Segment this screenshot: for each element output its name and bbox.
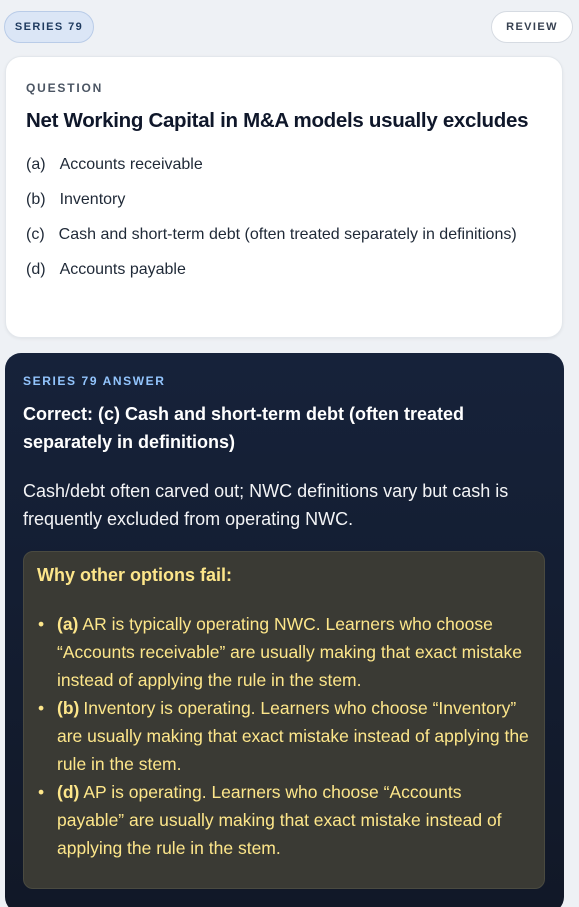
option-text: Cash and short-term debt (often treated separately in definitions): [58, 226, 517, 243]
fail-item-text: AR is typically operating NWC. Learners who choose “Accounts receivable” are usually making that exact mistake instead of applying the rule in the stem.: [57, 614, 522, 690]
why-fail-list: [38, 610, 532, 862]
question-card: [5, 56, 563, 338]
fail-item-tag: (b): [57, 698, 80, 718]
why-fail-box: [23, 551, 545, 889]
review-button[interactable]: REVIEW: [491, 11, 573, 43]
option-c[interactable]: [26, 223, 546, 247]
option-letter: (a): [26, 156, 46, 173]
options-list: [26, 153, 546, 293]
why-fail-heading: Why other options fail:: [37, 565, 232, 585]
answer-title: Correct: (c) Cash and short-term debt (often treated separately in definitions): [23, 404, 465, 452]
option-text: Accounts payable: [59, 261, 186, 278]
option-text: Inventory: [59, 191, 126, 208]
bullet-icon: •: [38, 698, 45, 718]
fail-item-a: [38, 610, 532, 694]
fail-item-tag: (a): [57, 614, 79, 634]
option-d[interactable]: [26, 258, 546, 282]
answer-explanation: Cash/debt often carved out; NWC definitions vary but cash is frequently excluded from operating NWC.: [23, 481, 509, 529]
option-letter: (c): [26, 226, 45, 243]
option-a[interactable]: [26, 153, 546, 177]
fail-item-b: [38, 694, 532, 778]
top-bar: [0, 0, 579, 56]
answer-card: [5, 353, 564, 907]
option-b[interactable]: [26, 188, 546, 212]
series-badge[interactable]: SERIES 79: [4, 11, 94, 43]
option-text: Accounts receivable: [59, 156, 203, 173]
option-letter: (d): [26, 261, 46, 278]
question-label: QUESTION: [26, 81, 104, 95]
fail-item-d: [38, 778, 532, 862]
bullet-icon: •: [38, 782, 45, 802]
fail-item-text: AP is operating. Learners who choose “Accounts payable” are usually making that exact mistake instead of applying the rule in the stem.: [57, 782, 502, 858]
fail-item-tag: (d): [57, 782, 80, 802]
question-title: Net Working Capital in M&A models usually excludes: [26, 109, 529, 132]
bullet-icon: •: [38, 614, 45, 634]
answer-label: SERIES 79 ANSWER: [23, 374, 166, 388]
option-letter: (b): [26, 191, 46, 208]
fail-item-text: Inventory is operating. Learners who choose “Inventory” are usually making that exact mistake instead of applying the rule in the stem.: [57, 698, 529, 774]
